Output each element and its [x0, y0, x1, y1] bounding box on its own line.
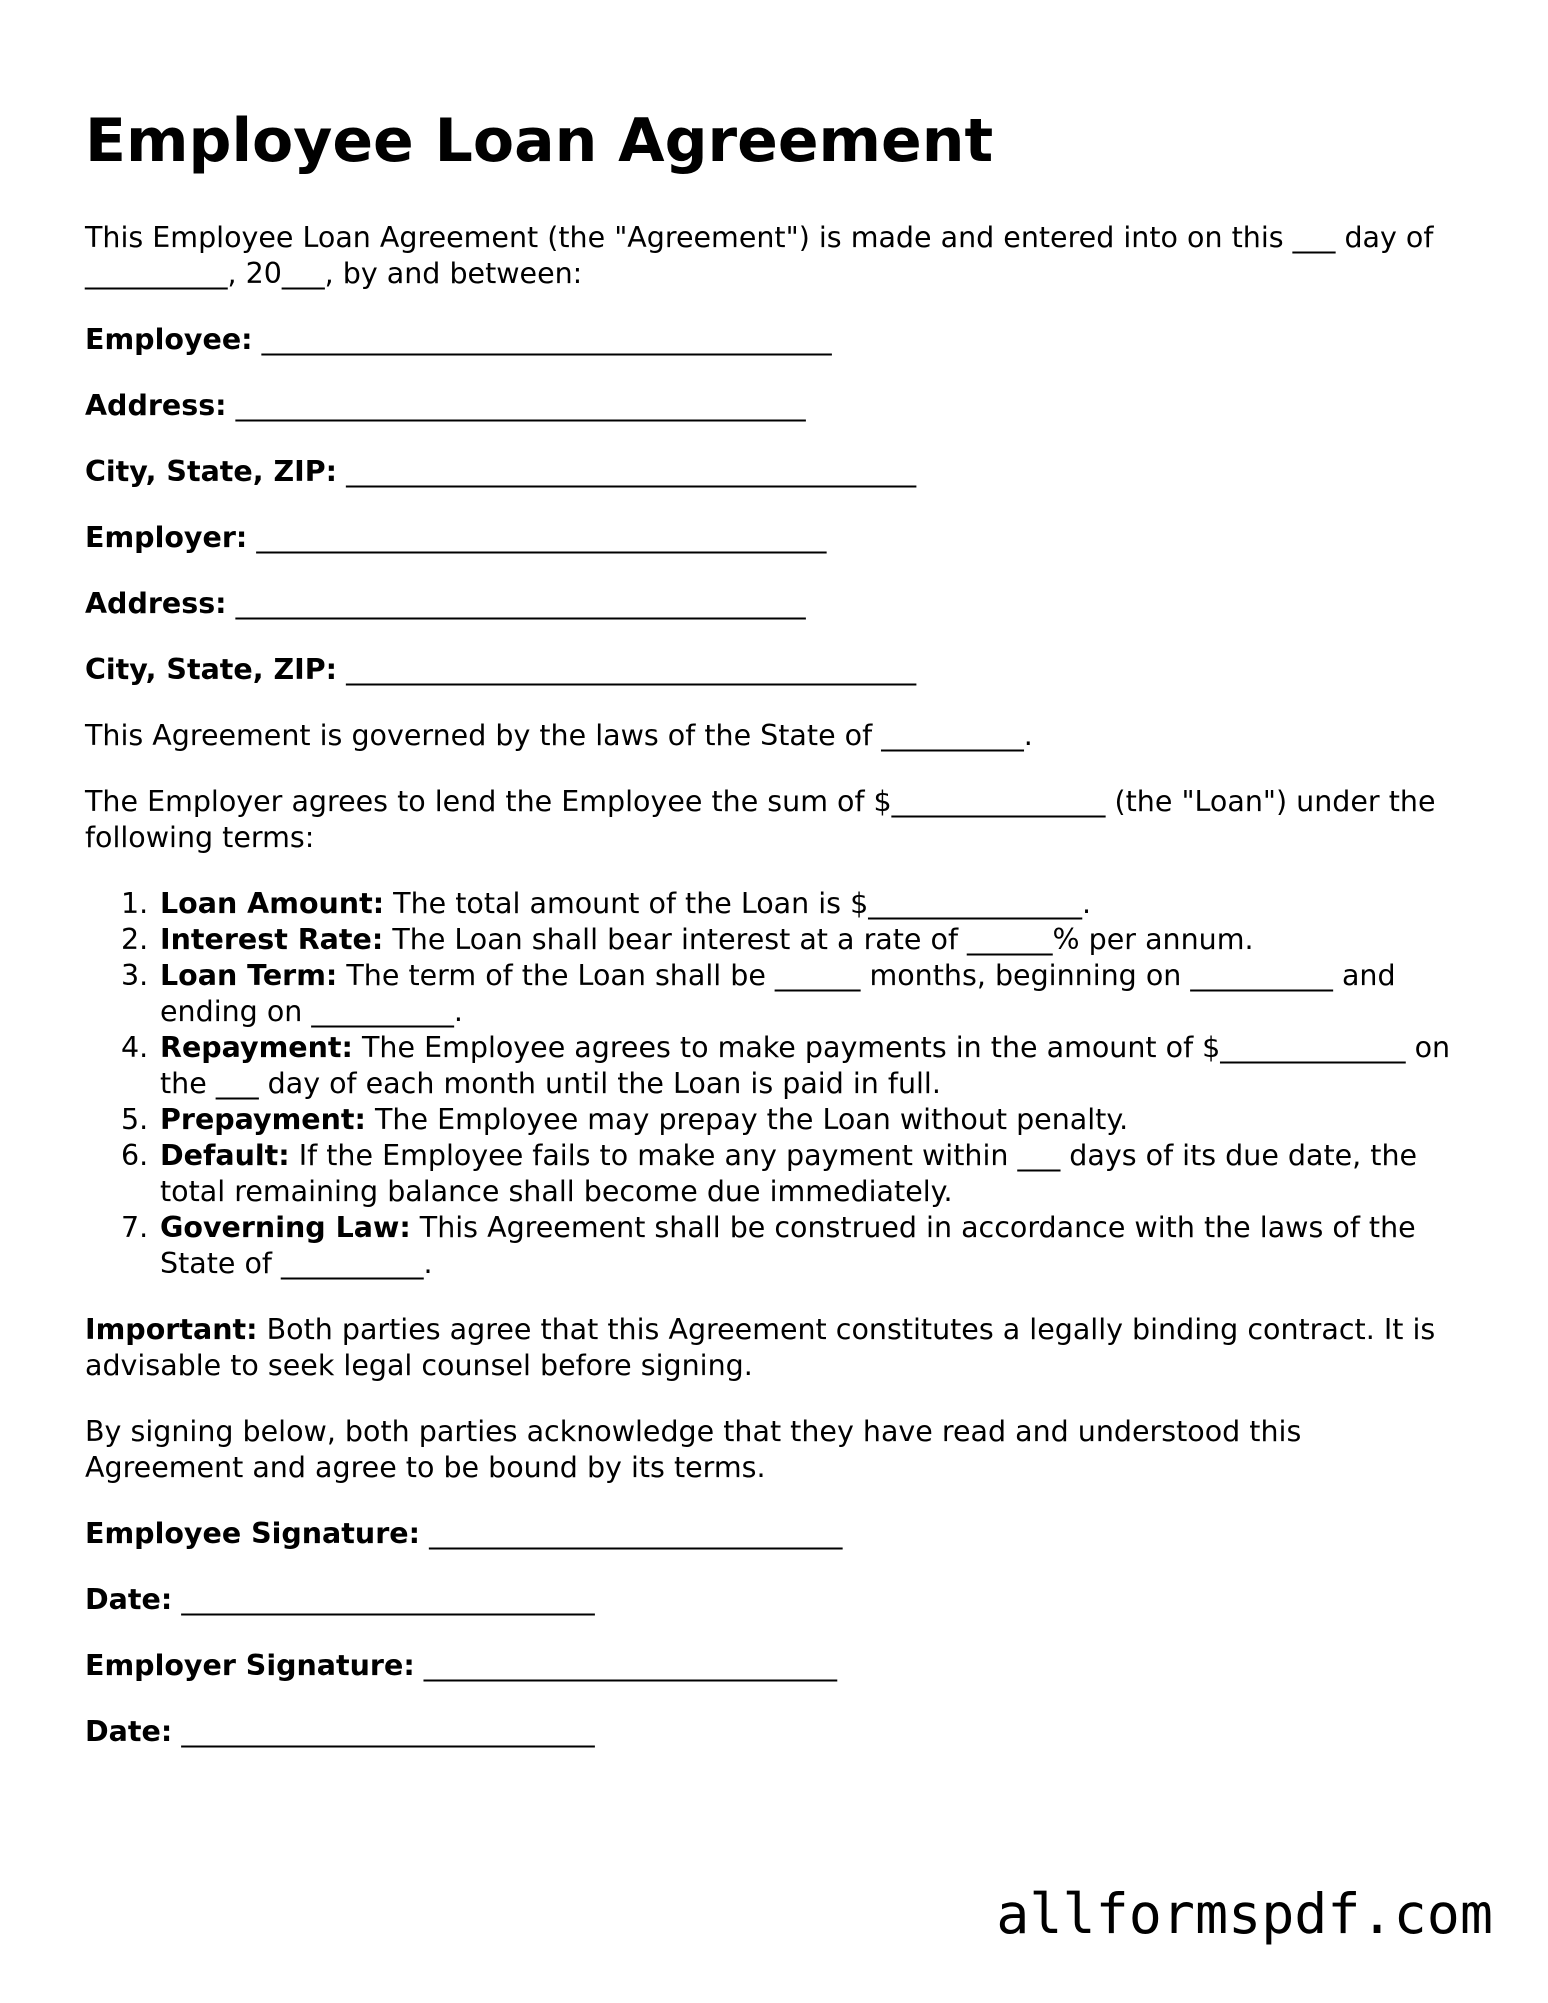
- list-item: [85, 1030, 1465, 1102]
- field-label: City, State, ZIP:: [85, 455, 338, 488]
- field-label: Address:: [85, 389, 227, 422]
- list-number: 5.: [121, 1103, 149, 1136]
- loan-sum-paragraph: The Employer agrees to lend the Employee the sum of $_______________ (the "Loan") under the following terms:: [85, 785, 1436, 854]
- list-number: 2.: [121, 923, 149, 956]
- field-label: Address:: [85, 587, 227, 620]
- blank-line: ________________________________________: [346, 455, 917, 488]
- loan-terms-list: [85, 886, 1465, 1282]
- employer-signature-field[interactable]: [85, 1648, 1465, 1684]
- list-item: [85, 1138, 1465, 1210]
- list-number: 3.: [121, 959, 149, 992]
- employee-city-state-zip-field[interactable]: [85, 454, 1465, 490]
- term-text: The Employee agrees to make payments in the amount of $_____________ on the ___ day of each month until the Loan is paid in full.: [160, 1031, 1451, 1100]
- blank-line: ________________________________________: [235, 389, 806, 422]
- employer-address-field[interactable]: [85, 586, 1465, 622]
- term-label: Default:: [160, 1139, 290, 1172]
- field-label: Employer Signature:: [85, 1649, 415, 1682]
- list-number: 6.: [121, 1139, 149, 1172]
- employee-signature-field[interactable]: [85, 1516, 1465, 1552]
- list-number: 4.: [121, 1031, 149, 1064]
- field-label: Date:: [85, 1715, 173, 1748]
- term-label: Interest Rate:: [160, 923, 384, 956]
- field-label: City, State, ZIP:: [85, 653, 338, 686]
- term-text: The Employee may prepay the Loan without penalty.: [365, 1103, 1129, 1136]
- document-title: Employee Loan Agreement: [85, 106, 994, 176]
- list-item: [85, 1102, 1465, 1138]
- field-label: Date:: [85, 1583, 173, 1616]
- employee-name-field[interactable]: [85, 322, 1465, 358]
- field-label: Employee:: [85, 323, 253, 356]
- list-number: 7.: [121, 1211, 149, 1244]
- term-text: If the Employee fails to make any payment within ___ days of its due date, the total remaining balance shall become due immediately.: [160, 1139, 1418, 1208]
- term-label: Repayment:: [160, 1031, 353, 1064]
- employer-name-field[interactable]: [85, 520, 1465, 556]
- term-label: Governing Law:: [160, 1211, 411, 1244]
- term-text: The total amount of the Loan is $_______________.: [384, 887, 1092, 920]
- employer-city-state-zip-field[interactable]: [85, 652, 1465, 688]
- watermark-text: allformspdf.com: [996, 1882, 1493, 1946]
- list-item: [85, 922, 1465, 958]
- blank-line: ________________________________________: [235, 587, 806, 620]
- employer-date-field[interactable]: [85, 1714, 1465, 1750]
- important-label: Important:: [85, 1313, 258, 1346]
- field-label: Employer:: [85, 521, 248, 554]
- important-text: Both parties agree that this Agreement constitutes a legally binding contract. It is advisable to seek legal counsel before signing.: [85, 1313, 1436, 1382]
- field-label: Employee Signature:: [85, 1517, 420, 1550]
- blank-line: _____________________________: [423, 1649, 838, 1682]
- document-page: [85, 102, 1465, 1780]
- acknowledgement-paragraph: By signing below, both parties acknowledge that they have read and understood this Agreement and agree to be bound by its terms.: [85, 1415, 1302, 1484]
- important-notice: [85, 1312, 1465, 1384]
- list-item: [85, 958, 1465, 1030]
- blank-line: ________________________________________: [261, 323, 832, 356]
- blank-line: ________________________________________: [346, 653, 917, 686]
- list-item: [85, 886, 1465, 922]
- employee-date-field[interactable]: [85, 1582, 1465, 1618]
- intro-paragraph: This Employee Loan Agreement (the "Agreement") is made and entered into on this ___ day of __________, 20___, by and between:: [85, 221, 1434, 290]
- term-text: The term of the Loan shall be ______ months, beginning on __________ and ending on __________.: [160, 959, 1396, 1028]
- employee-address-field[interactable]: [85, 388, 1465, 424]
- governing-state-paragraph: This Agreement is governed by the laws of the State of __________.: [85, 719, 1033, 752]
- term-label: Prepayment:: [160, 1103, 366, 1136]
- list-item: [85, 1210, 1465, 1282]
- blank-line: _____________________________: [181, 1715, 595, 1748]
- term-label: Loan Term:: [160, 959, 338, 992]
- term-label: Loan Amount:: [160, 887, 385, 920]
- term-text: This Agreement shall be construed in accordance with the laws of the State of __________.: [160, 1211, 1416, 1280]
- blank-line: _____________________________: [181, 1583, 595, 1616]
- list-number: 1.: [121, 887, 149, 920]
- term-text: The Loan shall bear interest at a rate of ______% per annum.: [383, 923, 1254, 956]
- blank-line: _____________________________: [429, 1517, 843, 1550]
- blank-line: ________________________________________: [256, 521, 827, 554]
